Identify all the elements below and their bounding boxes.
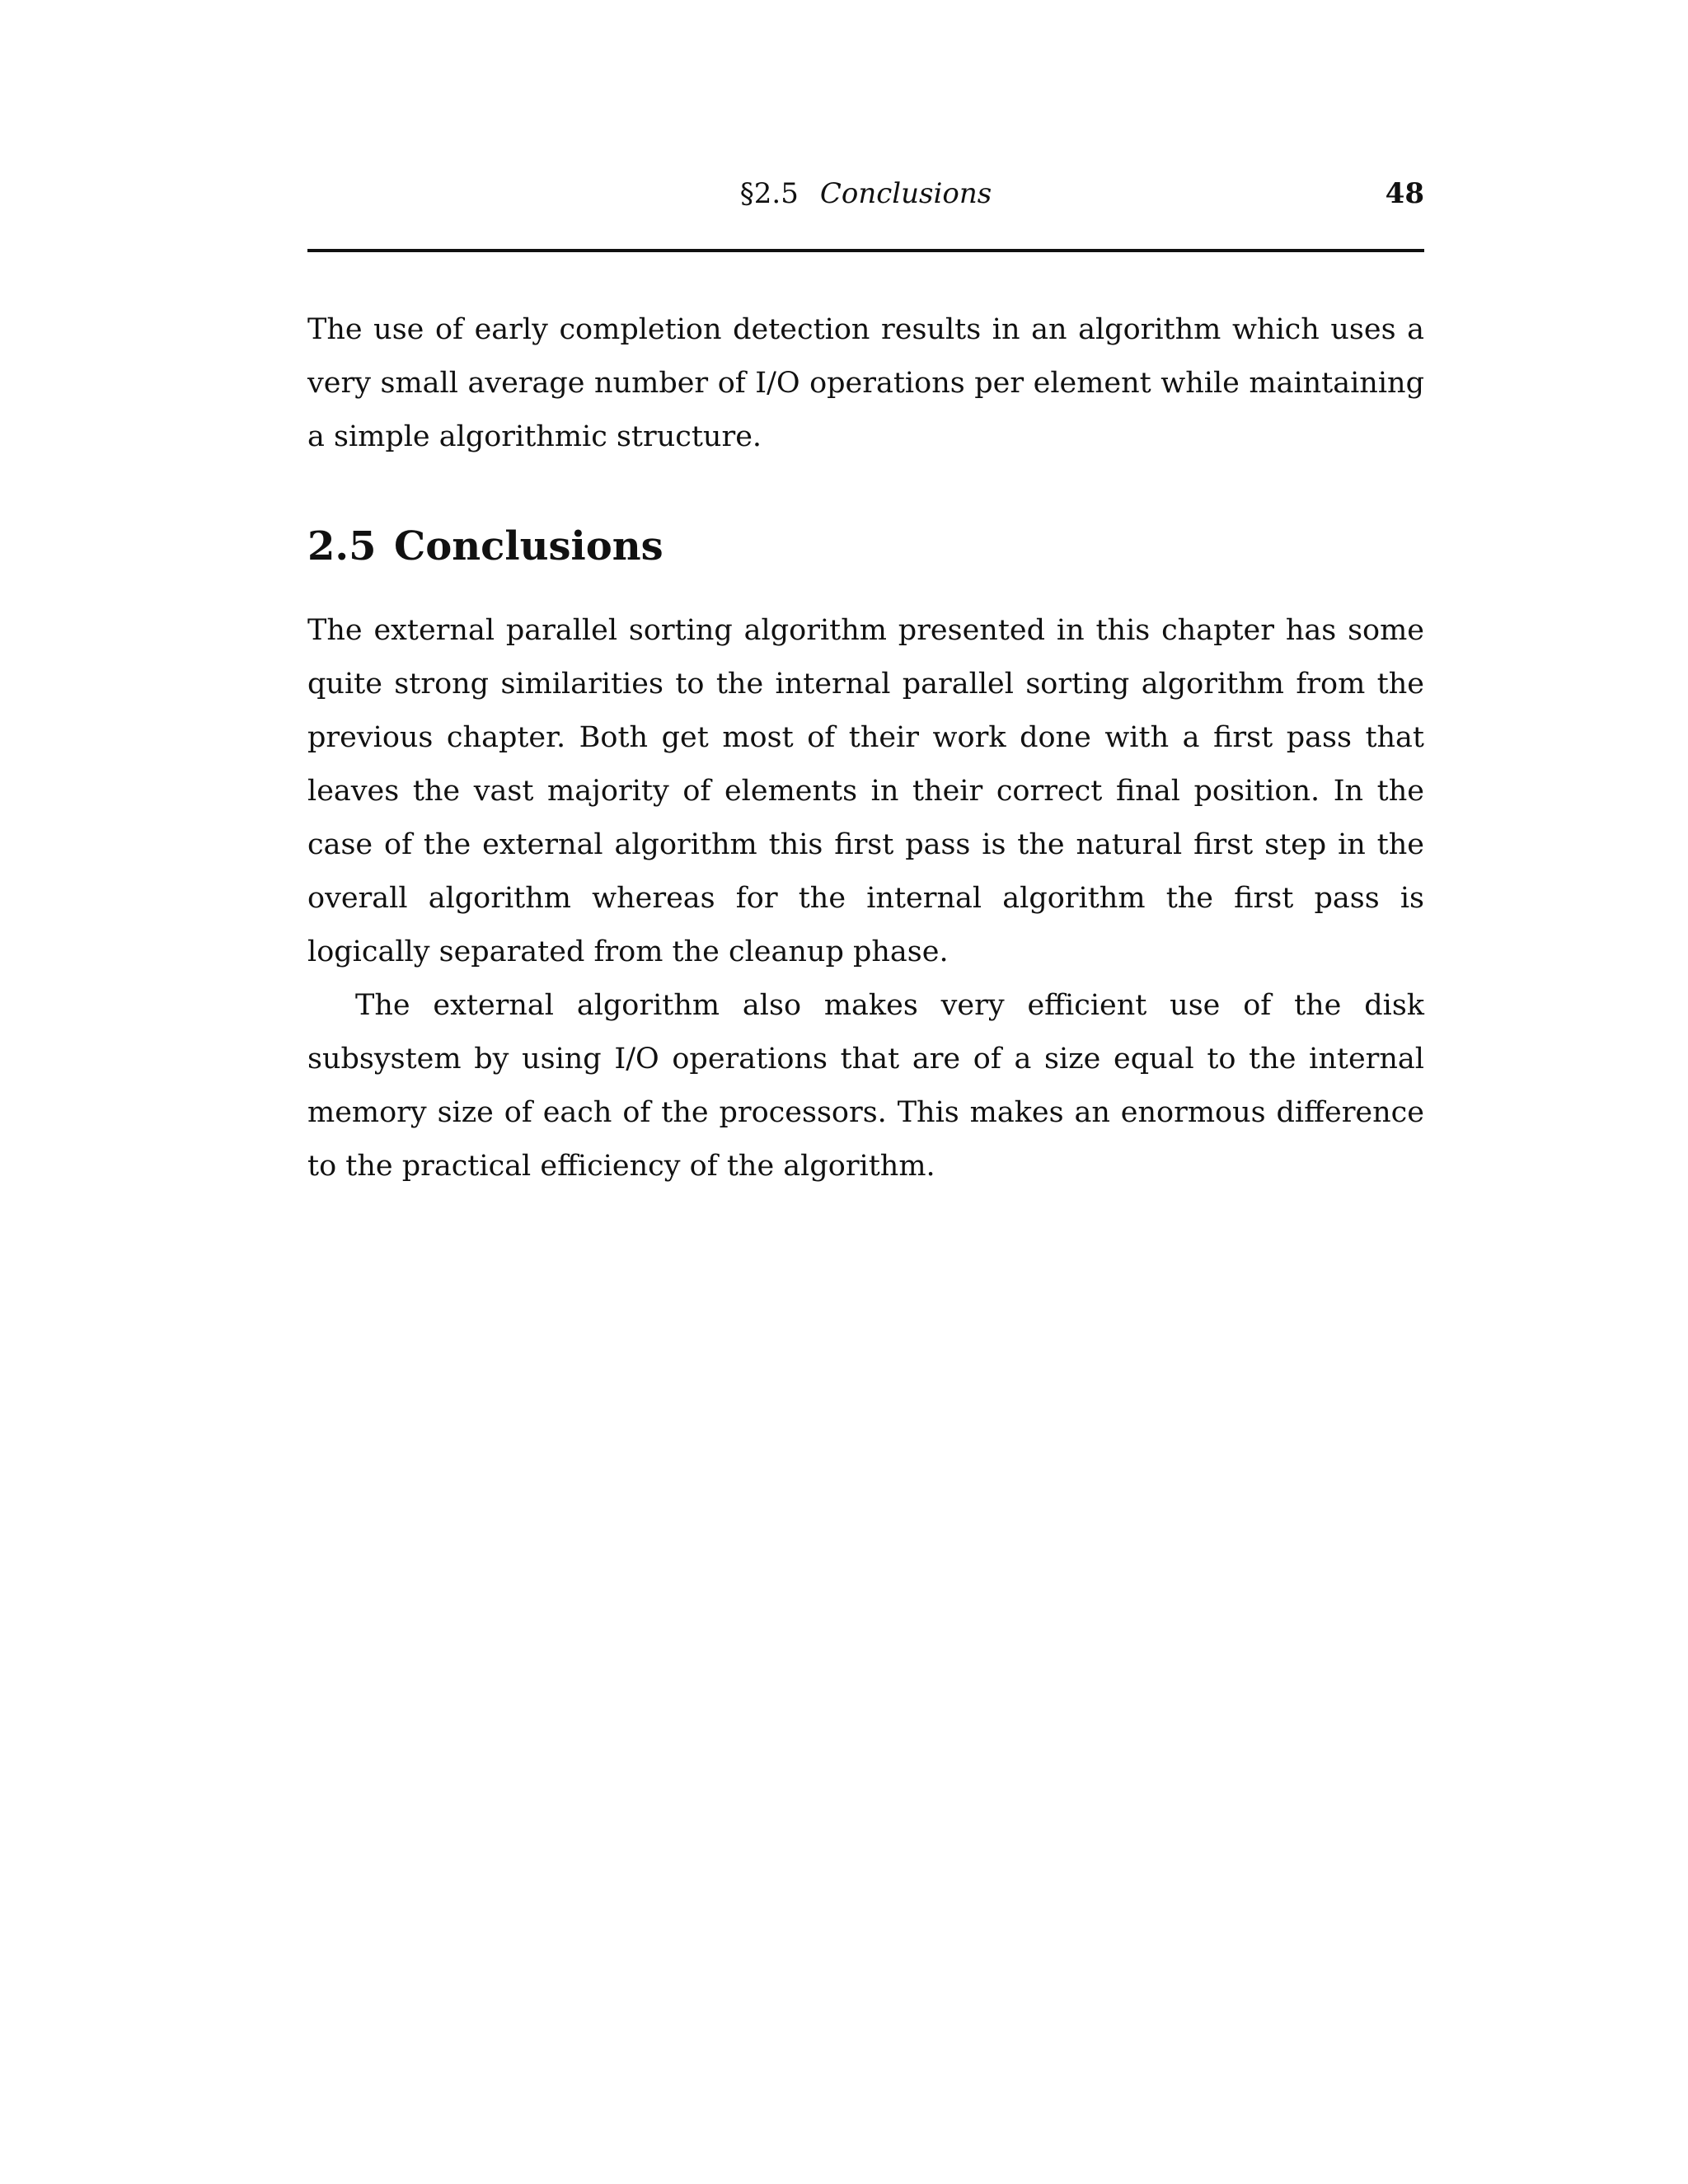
intro-paragraph: The use of early completion detection results in an algorithm which uses a very small average number of I/O operations per element while maintaining a simple algorithmic structure.: [307, 313, 1424, 453]
section-number: 2.5: [307, 523, 377, 569]
running-header: [307, 169, 1424, 218]
section-heading: [307, 522, 1424, 571]
header-section-title: Conclusions: [819, 177, 992, 210]
header-rule: [307, 249, 1424, 252]
header-center: [307, 169, 1424, 218]
header-section-number: §2.5: [739, 177, 799, 210]
page-number: 48: [1385, 177, 1424, 210]
section-paragraph-1: The external parallel sorting algorithm presented in this chapter has some quite strong similarities to the internal parallel sorting algorithm from the previous chapter. Both get most of their work done with a first pass that leaves the vast majority of elements in their correct final position. In the case of the external algorithm this first pass is the natural first step in the overall algorithm whereas for the internal algorithm the first pass is logically separated from the cleanup phase.: [307, 614, 1424, 968]
section-paragraph-2: The external algorithm also makes very efficient use of the disk subsystem by using I/O operations that are of a size equal to the internal memory size of each of the processors. This makes an enormous difference to the practical efficiency of the algorithm.: [307, 989, 1424, 1183]
page-content: [307, 303, 1424, 1193]
section-title: Conclusions: [394, 523, 663, 569]
